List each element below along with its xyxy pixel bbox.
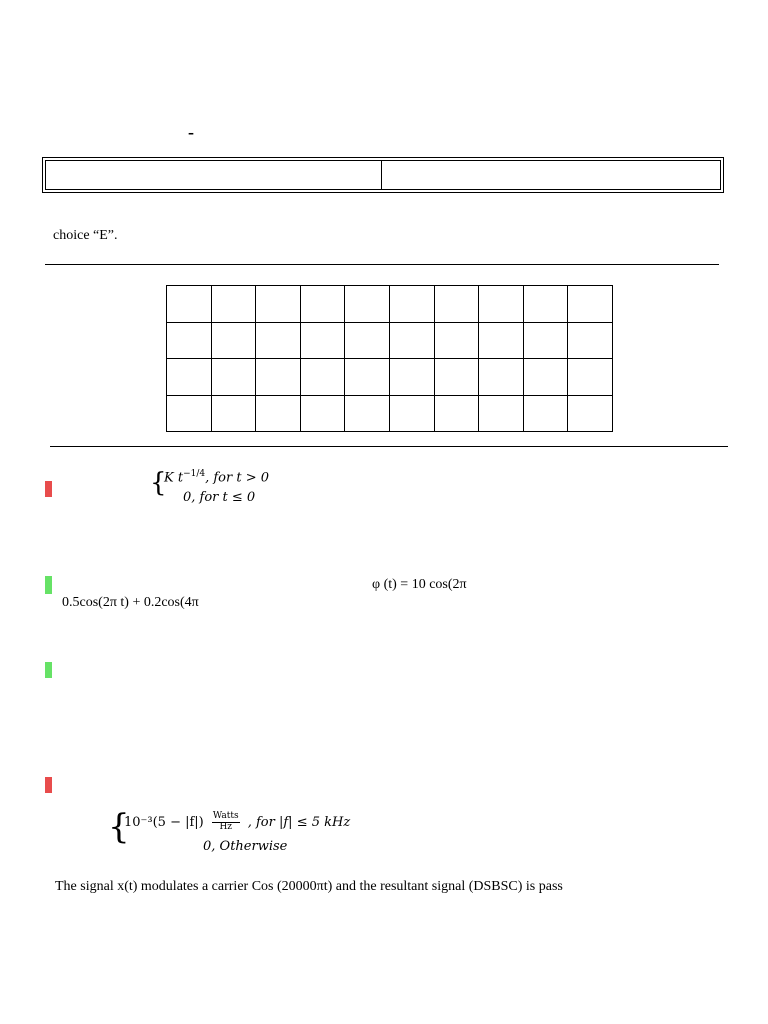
question-1-marker-red <box>45 481 52 497</box>
answer-cell[interactable] <box>434 359 479 396</box>
instruction-text: choice “E”. <box>53 228 118 243</box>
answer-grid <box>166 285 613 432</box>
question-2-marker-green <box>45 576 52 594</box>
answer-cell[interactable] <box>345 359 390 396</box>
answer-cell[interactable] <box>568 359 613 396</box>
student-id-cell[interactable] <box>382 161 720 189</box>
answer-cell[interactable] <box>389 286 434 323</box>
answer-cell[interactable] <box>345 286 390 323</box>
answer-cell[interactable] <box>256 322 301 359</box>
answer-cell[interactable] <box>479 395 524 432</box>
answer-cell[interactable] <box>479 322 524 359</box>
answer-cell[interactable] <box>568 322 613 359</box>
answer-cell[interactable] <box>523 395 568 432</box>
divider-top <box>45 264 719 265</box>
answer-cell[interactable] <box>479 359 524 396</box>
student-name-cell[interactable] <box>46 161 382 189</box>
answer-cell[interactable] <box>300 322 345 359</box>
answer-cell[interactable] <box>256 395 301 432</box>
answer-cell[interactable] <box>211 286 256 323</box>
q1-brace: { <box>150 468 167 498</box>
divider-bottom <box>50 446 728 447</box>
answer-cell[interactable] <box>523 322 568 359</box>
answer-grid-row <box>167 359 613 396</box>
answer-cell[interactable] <box>211 359 256 396</box>
answer-cell[interactable] <box>167 322 212 359</box>
question-3-marker-green <box>45 662 52 678</box>
answer-cell[interactable] <box>523 359 568 396</box>
q4-frac-numerator: Watts <box>212 811 239 821</box>
answer-cell[interactable] <box>345 395 390 432</box>
answer-grid-row <box>167 286 613 323</box>
answer-grid-row <box>167 322 613 359</box>
answer-cell[interactable] <box>434 322 479 359</box>
answer-cell[interactable] <box>389 395 434 432</box>
q4-case-1 <box>124 812 350 833</box>
q1-case-2: 0, for t ≤ 0 <box>183 490 256 505</box>
answer-cell[interactable] <box>434 286 479 323</box>
answer-cell[interactable] <box>300 359 345 396</box>
answer-cell[interactable] <box>167 395 212 432</box>
answer-cell[interactable] <box>300 286 345 323</box>
q4-frac-denominator: Hz <box>219 821 233 832</box>
q4-statement: The signal x(t) modulates a carrier Cos (20000πt) and the resultant signal (DSBSC) is pass <box>55 879 563 894</box>
q4-case-1-suffix: , for |f| ≤ 5 kHz <box>247 814 351 830</box>
student-info-table <box>45 160 721 190</box>
answer-cell[interactable] <box>167 359 212 396</box>
q2-phi-expression: φ (t) = 10 cos(2π <box>372 577 467 592</box>
answer-grid-row <box>167 395 613 432</box>
q4-case-2: 0, Otherwise <box>203 839 288 854</box>
answer-cell[interactable] <box>167 286 212 323</box>
q4-case-1-prefix: 10⁻³(5 − |f|) <box>124 814 204 830</box>
answer-cell[interactable] <box>211 322 256 359</box>
answer-cell[interactable] <box>389 322 434 359</box>
q2-line-2: 0.5cos(2π t) + 0.2cos(4π <box>62 595 199 610</box>
answer-cell[interactable] <box>479 286 524 323</box>
answer-cell[interactable] <box>389 359 434 396</box>
q1-case-1: K $t^{-1/4}$, for t > 0 <box>164 469 270 486</box>
answer-cell[interactable] <box>256 359 301 396</box>
answer-cell[interactable] <box>434 395 479 432</box>
answer-cell[interactable] <box>211 395 256 432</box>
answer-cell[interactable] <box>523 286 568 323</box>
answer-cell[interactable] <box>300 395 345 432</box>
answer-cell[interactable] <box>568 395 613 432</box>
answer-cell[interactable] <box>568 286 613 323</box>
answer-cell[interactable] <box>256 286 301 323</box>
question-4-marker-red <box>45 777 52 793</box>
answer-cell[interactable] <box>345 322 390 359</box>
header-dash: - <box>188 122 194 142</box>
q4-brace: { <box>108 807 130 847</box>
q4-watts-per-hz-fraction <box>212 812 240 833</box>
